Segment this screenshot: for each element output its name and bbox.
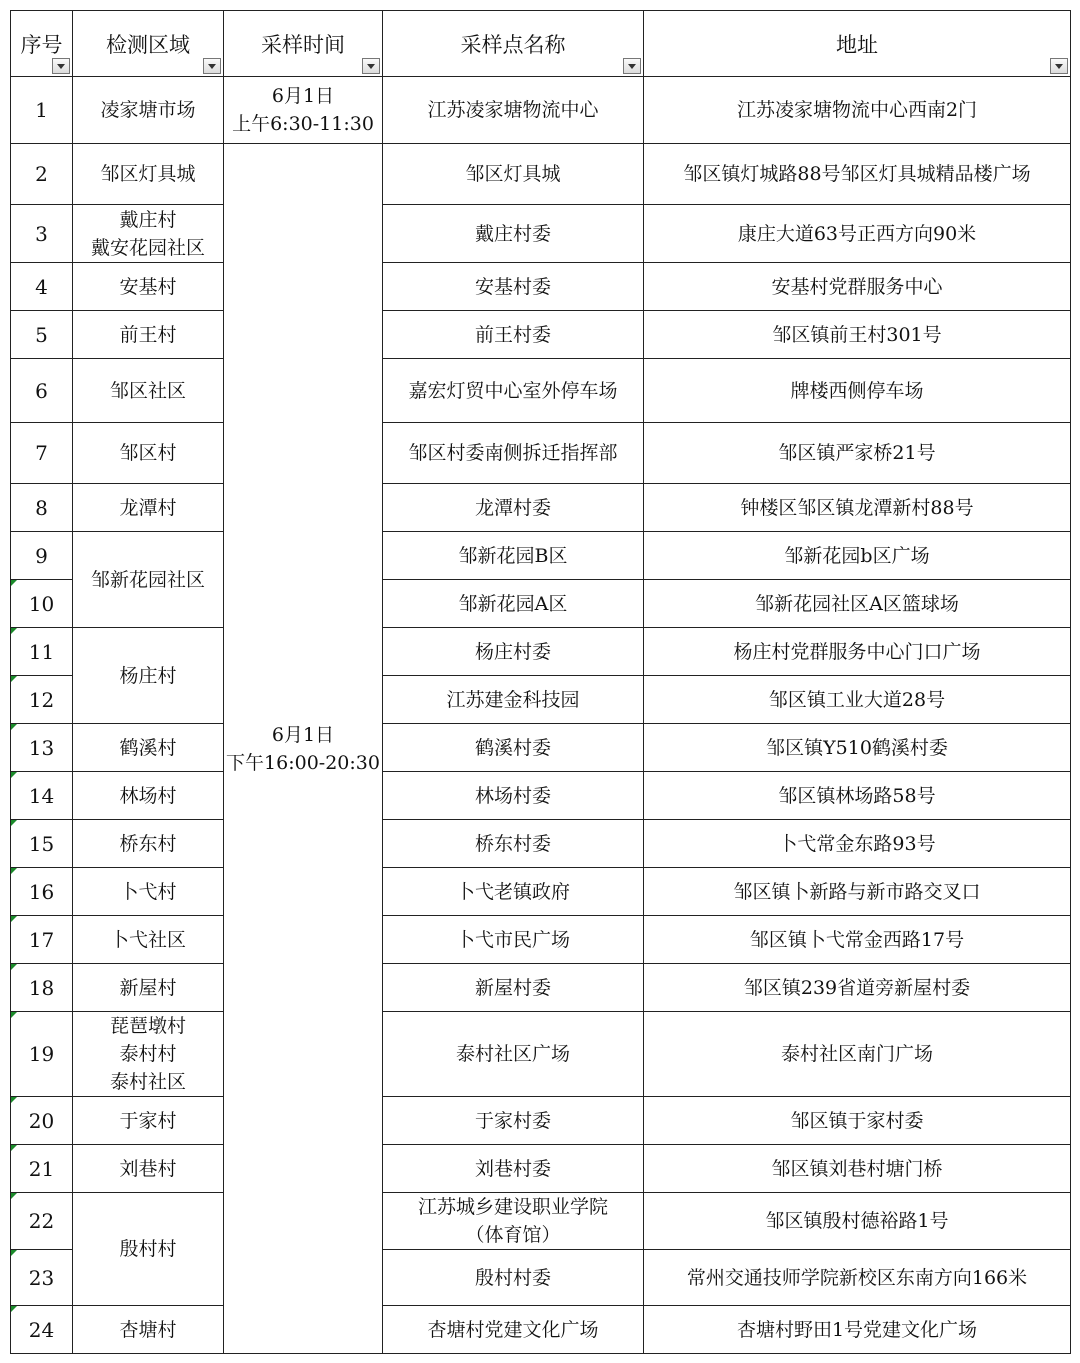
table-row	[11, 359, 1071, 423]
table-row	[11, 964, 1071, 1012]
row-number: 10	[11, 580, 73, 628]
site-cell: 安基村委	[383, 263, 644, 311]
table-row	[11, 1145, 1071, 1193]
row-number: 21	[11, 1145, 73, 1193]
site-cell: 杏塘村党建文化广场	[383, 1306, 644, 1354]
sampling-table	[10, 10, 1071, 1354]
row-number: 18	[11, 964, 73, 1012]
filter-dropdown-icon[interactable]	[362, 58, 380, 74]
table-row	[11, 484, 1071, 532]
table-row	[11, 820, 1071, 868]
site-cell: 杨庄村委	[383, 628, 644, 676]
time-cell	[224, 144, 383, 1354]
address-cell: 邹区镇于家村委	[644, 1097, 1071, 1145]
address-cell: 杏塘村野田1号党建文化广场	[644, 1306, 1071, 1354]
site-cell: 泰村社区广场	[383, 1012, 644, 1097]
address-cell: 邹区镇刘巷村塘门桥	[644, 1145, 1071, 1193]
row-number: 13	[11, 724, 73, 772]
row-number: 17	[11, 916, 73, 964]
row-number: 9	[11, 532, 73, 580]
row-number: 23	[11, 1250, 73, 1306]
time-cell	[224, 77, 383, 144]
header-time: 采样时间	[224, 11, 383, 77]
row-number: 1	[11, 77, 73, 144]
area-cell: 琵琶墩村 泰村村 泰村社区	[73, 1012, 224, 1097]
row-number: 22	[11, 1193, 73, 1250]
area-cell: 邹新花园社区	[73, 532, 224, 628]
area-cell: 邹区灯具城	[73, 144, 224, 205]
address-cell: 杨庄村党群服务中心门口广场	[644, 628, 1071, 676]
row-number: 19	[11, 1012, 73, 1097]
header-area: 检测区域	[73, 11, 224, 77]
site-cell: 龙潭村委	[383, 484, 644, 532]
area-cell: 卜弋社区	[73, 916, 224, 964]
time-range: 上午6:30-11:30	[232, 113, 374, 135]
table-row	[11, 144, 1071, 205]
site-cell: 于家村委	[383, 1097, 644, 1145]
row-number: 15	[11, 820, 73, 868]
row-number: 2	[11, 144, 73, 205]
time-range: 下午16:00-20:30	[226, 751, 380, 774]
table-row	[11, 532, 1071, 580]
area-cell: 鹤溪村	[73, 724, 224, 772]
header-site: 采样点名称	[383, 11, 644, 77]
header-row	[11, 11, 1071, 77]
area-cell: 桥东村	[73, 820, 224, 868]
area-cell: 杏塘村	[73, 1306, 224, 1354]
address-cell: 江苏凌家塘物流中心西南2门	[644, 77, 1071, 144]
header-no: 序号	[11, 11, 73, 77]
site-cell: 鹤溪村委	[383, 724, 644, 772]
site-cell: 前王村委	[383, 311, 644, 359]
table-row	[11, 1193, 1071, 1250]
area-cell: 林场村	[73, 772, 224, 820]
row-number: 8	[11, 484, 73, 532]
area-cell: 卜弋村	[73, 868, 224, 916]
site-cell: 卜弋市民广场	[383, 916, 644, 964]
row-number: 6	[11, 359, 73, 423]
site-cell: 邹新花园A区	[383, 580, 644, 628]
row-number: 24	[11, 1306, 73, 1354]
row-number: 11	[11, 628, 73, 676]
row-number: 5	[11, 311, 73, 359]
site-cell: 邹区灯具城	[383, 144, 644, 205]
address-cell: 常州交通技师学院新校区东南方向166米	[644, 1250, 1071, 1306]
site-cell: 新屋村委	[383, 964, 644, 1012]
site-cell: 殷村村委	[383, 1250, 644, 1306]
table-row	[11, 772, 1071, 820]
area-cell: 邹区社区	[73, 359, 224, 423]
address-cell: 邹区镇Y510鹤溪村委	[644, 724, 1071, 772]
address-cell: 邹区镇卜弋常金西路17号	[644, 916, 1071, 964]
site-cell: 邹区村委南侧拆迁指挥部	[383, 423, 644, 484]
site-cell: 江苏建金科技园	[383, 676, 644, 724]
site-cell: 卜弋老镇政府	[383, 868, 644, 916]
address-cell: 邹区镇工业大道28号	[644, 676, 1071, 724]
address-cell: 卜弋常金东路93号	[644, 820, 1071, 868]
area-cell: 龙潭村	[73, 484, 224, 532]
header-address: 地址	[644, 11, 1071, 77]
table-row	[11, 1306, 1071, 1354]
address-cell: 牌楼西侧停车场	[644, 359, 1071, 423]
area-cell: 殷村村	[73, 1193, 224, 1306]
table-row	[11, 205, 1071, 263]
site-cell: 邹新花园B区	[383, 532, 644, 580]
row-number: 7	[11, 423, 73, 484]
time-date: 6月1日	[271, 723, 335, 746]
site-cell: 江苏凌家塘物流中心	[383, 77, 644, 144]
table-row	[11, 1012, 1071, 1097]
table-row	[11, 423, 1071, 484]
address-cell: 邹区镇殷村德裕路1号	[644, 1193, 1071, 1250]
area-cell: 安基村	[73, 263, 224, 311]
row-number: 14	[11, 772, 73, 820]
row-number: 12	[11, 676, 73, 724]
site-cell: 江苏城乡建设职业学院 （体育馆）	[383, 1193, 644, 1250]
table-row	[11, 263, 1071, 311]
area-cell: 戴庄村 戴安花园社区	[73, 205, 224, 263]
site-cell: 桥东村委	[383, 820, 644, 868]
address-cell: 邹区镇239省道旁新屋村委	[644, 964, 1071, 1012]
filter-dropdown-icon[interactable]	[623, 58, 641, 74]
filter-dropdown-icon[interactable]	[203, 58, 221, 74]
area-cell: 杨庄村	[73, 628, 224, 724]
row-number: 3	[11, 205, 73, 263]
row-number: 4	[11, 263, 73, 311]
area-cell: 新屋村	[73, 964, 224, 1012]
area-cell: 刘巷村	[73, 1145, 224, 1193]
site-cell: 刘巷村委	[383, 1145, 644, 1193]
table-row	[11, 916, 1071, 964]
table-row	[11, 724, 1071, 772]
address-cell: 钟楼区邹区镇龙潭新村88号	[644, 484, 1071, 532]
row-number: 20	[11, 1097, 73, 1145]
site-cell: 嘉宏灯贸中心室外停车场	[383, 359, 644, 423]
address-cell: 泰村社区南门广场	[644, 1012, 1071, 1097]
address-cell: 邹区镇严家桥21号	[644, 423, 1071, 484]
filter-dropdown-icon[interactable]	[52, 58, 70, 74]
site-cell: 戴庄村委	[383, 205, 644, 263]
address-cell: 邹新花园b区广场	[644, 532, 1071, 580]
area-cell: 凌家塘市场	[73, 77, 224, 144]
table-row	[11, 77, 1071, 144]
time-date: 6月1日	[271, 85, 335, 107]
address-cell: 邹区镇卜新路与新市路交叉口	[644, 868, 1071, 916]
address-cell: 安基村党群服务中心	[644, 263, 1071, 311]
table-row	[11, 628, 1071, 676]
table-row	[11, 1097, 1071, 1145]
address-cell: 邹新花园社区A区篮球场	[644, 580, 1071, 628]
area-cell: 于家村	[73, 1097, 224, 1145]
address-cell: 邹区镇前王村301号	[644, 311, 1071, 359]
filter-dropdown-icon[interactable]	[1050, 58, 1068, 74]
address-cell: 康庄大道63号正西方向90米	[644, 205, 1071, 263]
address-cell: 邹区镇林场路58号	[644, 772, 1071, 820]
address-cell: 邹区镇灯城路88号邹区灯具城精品楼广场	[644, 144, 1071, 205]
site-cell: 林场村委	[383, 772, 644, 820]
area-cell: 邹区村	[73, 423, 224, 484]
table-row	[11, 868, 1071, 916]
table-row	[11, 311, 1071, 359]
row-number: 16	[11, 868, 73, 916]
area-cell: 前王村	[73, 311, 224, 359]
